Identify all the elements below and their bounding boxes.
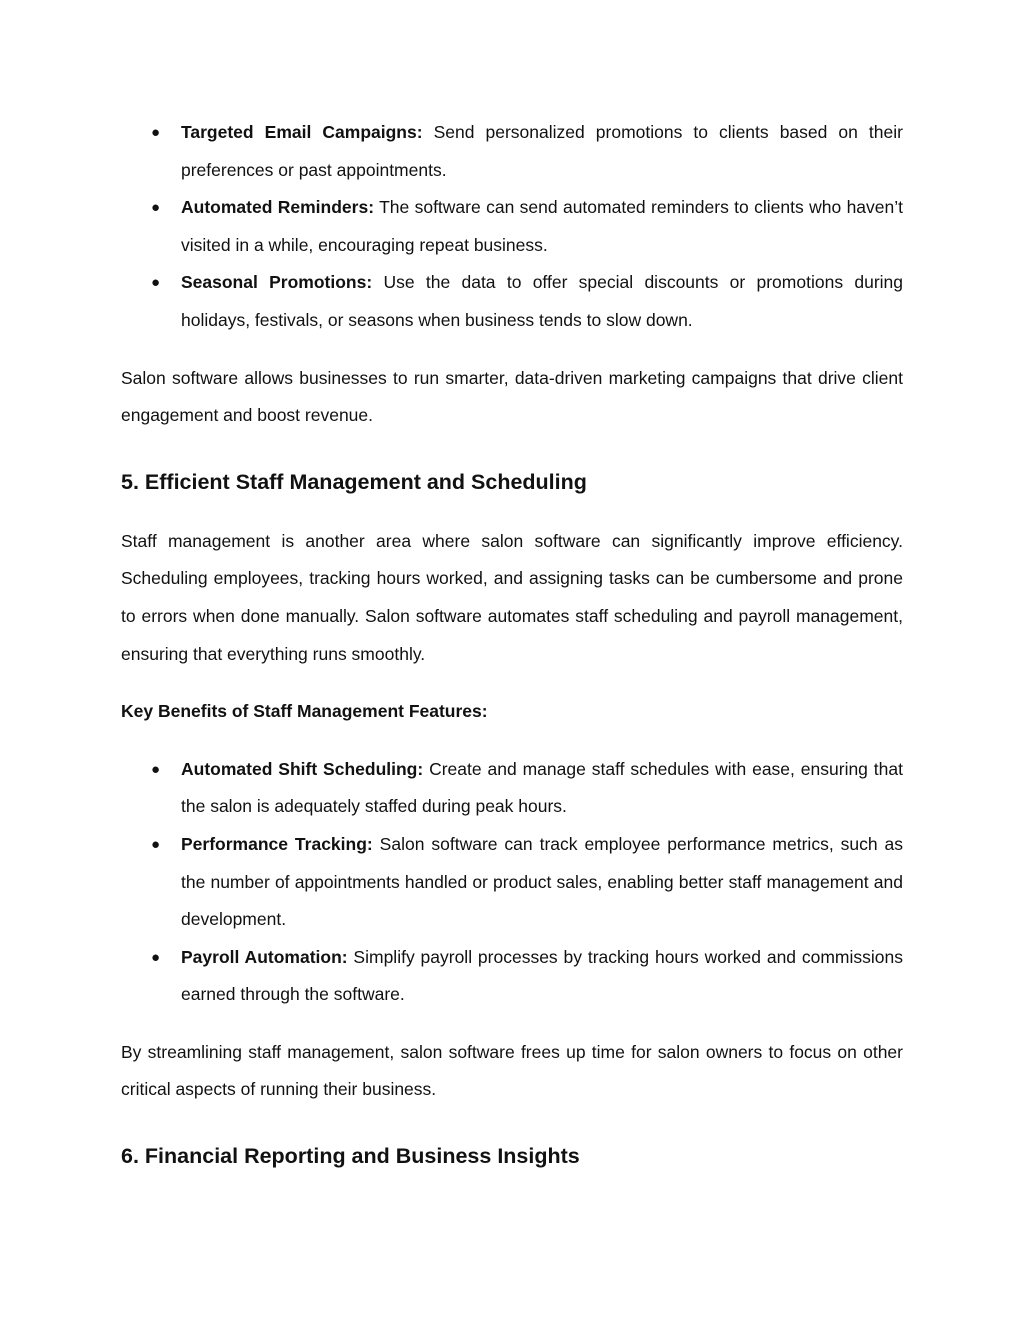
bullet-icon: ●	[151, 199, 161, 217]
list-item	[121, 114, 903, 189]
list-item	[121, 939, 903, 1014]
bullet-icon: ●	[151, 948, 161, 966]
section-5-intro-paragraph: Staff management is another area where salon software can significantly improve efficiency. Scheduling employees, tracking hours worked, and assigning tasks can be cumbersome and prone to errors when done manually. Salon software automates staff scheduling and payroll management, ensuring that everything runs smoothly.	[121, 530, 903, 664]
list-item	[121, 751, 903, 826]
list-item	[121, 189, 903, 264]
bullet-icon: ●	[151, 835, 161, 853]
section-6-heading: 6. Financial Reporting and Business Insights	[121, 1144, 580, 1169]
list-item	[121, 826, 903, 939]
section-5-heading: 5. Efficient Staff Management and Scheduling	[121, 469, 587, 494]
bullet-term: Seasonal Promotions:	[181, 272, 373, 293]
document-page	[121, 114, 903, 1171]
bullet-icon: ●	[151, 124, 161, 141]
bullet-text: Create and manage staff schedules with ease, ensuring that the salon is adequately staffed during peak hours.	[181, 758, 903, 817]
bullet-term: Automated Reminders:	[181, 197, 375, 218]
bullet-text: Simplify payroll processes by tracking hours worked and commissions earned through the software.	[181, 946, 903, 1005]
bullet-term: Performance Tracking:	[181, 833, 373, 854]
bullet-term: Payroll Automation:	[181, 946, 348, 967]
spacer	[121, 497, 903, 523]
bullet-text: The software can send automated reminders to clients who haven’t visited in a while, encouraging repeat business.	[181, 197, 903, 255]
spacer	[121, 1014, 903, 1034]
marketing-summary-paragraph: Salon software allows businesses to run smarter, data-driven marketing campaigns that drive client engagement and boost revenue.	[121, 367, 903, 426]
staff-benefits-bullet-list	[121, 751, 903, 1014]
bullet-icon: ●	[151, 760, 161, 778]
key-benefits-subheading: Key Benefits of Staff Management Features:	[121, 701, 488, 722]
section-5-summary-paragraph: By streamlining staff management, salon software frees up time for salon owners to focus on other critical aspects of running their business.	[121, 1041, 903, 1100]
marketing-bullet-list	[121, 114, 903, 340]
bullet-term: Automated Shift Scheduling:	[181, 758, 424, 779]
bullet-icon: ●	[151, 274, 161, 292]
spacer	[121, 435, 903, 467]
spacer	[121, 731, 903, 751]
bullet-text: Send personalized promotions to clients based on their preferences or past appointments.	[181, 122, 903, 180]
spacer	[121, 673, 903, 693]
list-item	[121, 264, 903, 339]
spacer	[121, 340, 903, 360]
bullet-text: Salon software can track employee performance metrics, such as the number of appointments handled or product sales, enabling better staff management and development.	[181, 833, 903, 930]
bullet-term: Targeted Email Campaigns:	[181, 122, 423, 142]
spacer	[121, 1109, 903, 1141]
bullet-text: Use the data to offer special discounts or promotions during holidays, festivals, or seasons when business tends to slow down.	[181, 272, 903, 330]
